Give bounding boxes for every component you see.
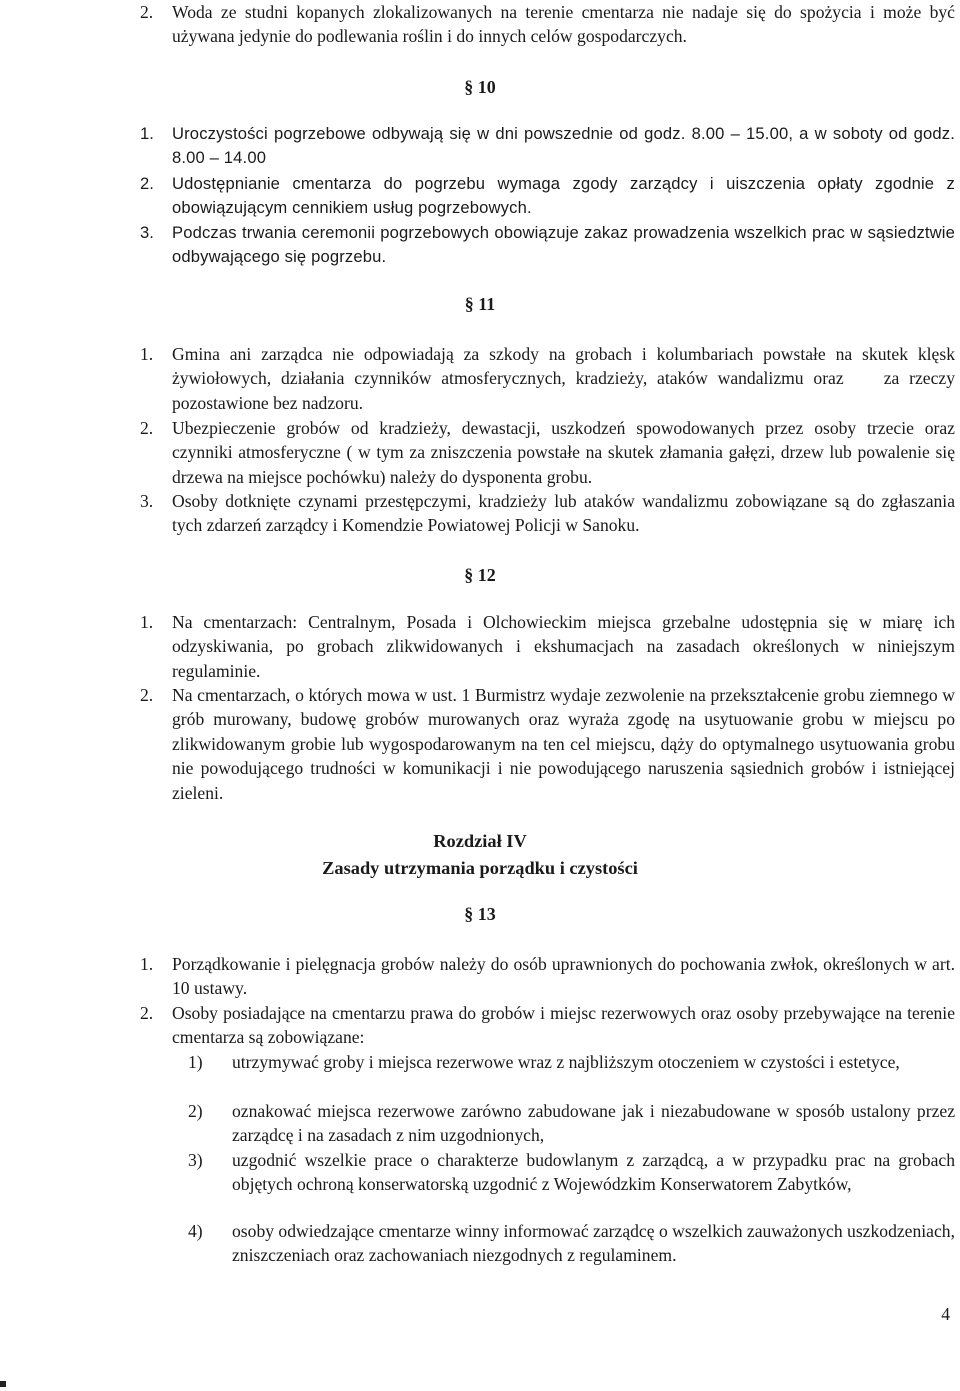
s11-item-1: [140, 342, 955, 415]
item-text: Woda ze studni kopanych zlokalizowanych na terenie cmentarza nie nadaje się do spożycia i może być używana jedynie do podlewania roślin i do innych celów gospodarczych.: [172, 2, 955, 47]
item-text: Uroczystości pogrzebowe odbywają się w dni powszednie od godz. 8.00 – 15.00, a w soboty od godz. 8.00 – 14.00: [172, 124, 955, 167]
item-text: Na cmentarzach: Centralnym, Posada i Olchowieckim miejsca grzebalne udostępnia się w miarę ich odzyskiwania, po grobach zlikwidowanych i ekshumacjach na zasadach określonych w niniejszym regulaminie.: [172, 612, 955, 681]
chapter-title: Zasady utrzymania porządku i czystości: [322, 858, 638, 878]
subitem-text: osoby odwiedzające cmentarze winny informować zarządcę o wszelkich zauważonych uszkodzeniach, zniszczeniach oraz zachowaniach niezgodnych z regulaminem.: [232, 1221, 955, 1266]
item-number: 2.: [140, 685, 154, 705]
subitem-number: 4): [188, 1221, 203, 1241]
s13-item-2: [140, 1001, 955, 1050]
item-number: 1.: [140, 612, 154, 632]
item-text: Osoby posiadające na cmentarzu prawa do grobów i miejsc rezerwowych oraz osoby przebywające na terenie cmentarza są zobowiązane:: [172, 1003, 955, 1048]
s11-item-3: [140, 489, 955, 538]
item-number: 2.: [140, 1003, 154, 1023]
item-text: Gmina ani zarządca nie odpowiadają za szkody na grobach i kolumbariach powstałe na skutek klęsk żywiołowych, działania czynników atmosferycznych, kradzieży, ataków wandalizmu oraz za rzeczy pozostawione bez nadzoru.: [172, 344, 955, 413]
item-number: 1.: [140, 124, 154, 143]
item-text: Porządkowanie i pielęgnacja grobów należy do osób uprawnionych do pochowania zwłok, określonych w art. 10 ustawy.: [172, 954, 955, 999]
item-text: Podczas trwania ceremonii pogrzebowych obowiązuje zakaz prowadzenia wszelkich prac w sąsiedztwie odbywającego się pogrzebu.: [172, 223, 955, 266]
subitem-text: utrzymywać groby i miejsca rezerwowe wraz z najbliższym otoczeniem w czystości i estetyce,: [232, 1052, 900, 1072]
s10-item-3: [140, 221, 955, 269]
s12-item-2: [140, 683, 955, 805]
s13-item-1: [140, 952, 955, 1001]
item-text: Udostępnianie cmentarza do pogrzebu wymaga zgody zarządcy i uiszczenia opłaty zgodnie z obowiązującym cennikiem usług pogrzebowych.: [172, 174, 955, 217]
page-number: 4: [941, 1304, 950, 1324]
s13-subitem-2: [188, 1099, 955, 1148]
item-number: 3.: [140, 223, 154, 242]
section-12-heading: § 12: [464, 565, 496, 585]
subitem-number: 2): [188, 1101, 203, 1121]
s13-subitem-1: [188, 1050, 955, 1074]
item-text: Ubezpieczenie grobów od kradzieży, dewastacji, uszkodzeń spowodowanych przez osoby trzecie oraz czynniki atmosferyczne ( w tym za zniszczenia powstałe na skutek złamania gałęzi, drzew lub powalenie się drzewa na miejsce pochówku) należy do dysponenta grobu.: [172, 418, 955, 487]
subitem-text: uzgodnić wszelkie prace o charakterze budowlanym z zarządcą, a w przypadku prac na grobach objętych ochroną konserwatorską uzgodnić z Wojewódzkim Konserwatorem Zabytków,: [232, 1150, 955, 1195]
paragraph-top-2: [140, 0, 955, 49]
scan-mark: [0, 1381, 6, 1387]
s10-item-2: [140, 172, 955, 220]
section-13-heading: § 13: [464, 904, 496, 924]
s10-item-1: [140, 122, 955, 170]
item-number: 3.: [140, 491, 154, 511]
subitem-text: oznakować miejsca rezerwowe zarówno zabudowane jak i niezabudowane w sposób ustalony przez zarządcę i na zasadach z nim uzgodnionych,: [232, 1101, 955, 1146]
subitem-number: 1): [188, 1052, 203, 1072]
item-text: Osoby dotknięte czynami przestępczymi, kradzieży lub ataków wandalizmu zobowiązane są do zgłaszania tych zdarzeń zarządcy i Komendzie Powiatowej Policji w Sanoku.: [172, 491, 955, 536]
section-11-heading: § 11: [464, 294, 496, 314]
s11-item-2: [140, 416, 955, 489]
item-number: 2.: [140, 174, 154, 193]
s13-subitem-4: [188, 1219, 955, 1268]
item-number: 1.: [140, 954, 154, 974]
subitem-number: 3): [188, 1150, 203, 1170]
item-number: 2.: [140, 418, 154, 438]
s13-subitem-3: [188, 1148, 955, 1197]
chapter-number: Rozdział IV: [433, 831, 527, 851]
item-text: Na cmentarzach, o których mowa w ust. 1 Burmistrz wydaje zezwolenie na przekształcenie grobu ziemnego w grób murowany, budowę grobów murowanych oraz wyraża zgodę na usytuowanie grobu w miejscu po zlikwidowanym grobie lub wygospodarowanym na ten cel miejscu, dąży do optymalnego usytuowania grobu nie powodującego trudności w komunikacji i nie powodującego naruszenia sąsiednich grobów i istniejącej zieleni.: [172, 685, 955, 803]
section-10-heading: § 10: [464, 77, 496, 97]
item-number: 1.: [140, 344, 154, 364]
s12-item-1: [140, 610, 955, 683]
item-number: 2.: [140, 2, 154, 22]
